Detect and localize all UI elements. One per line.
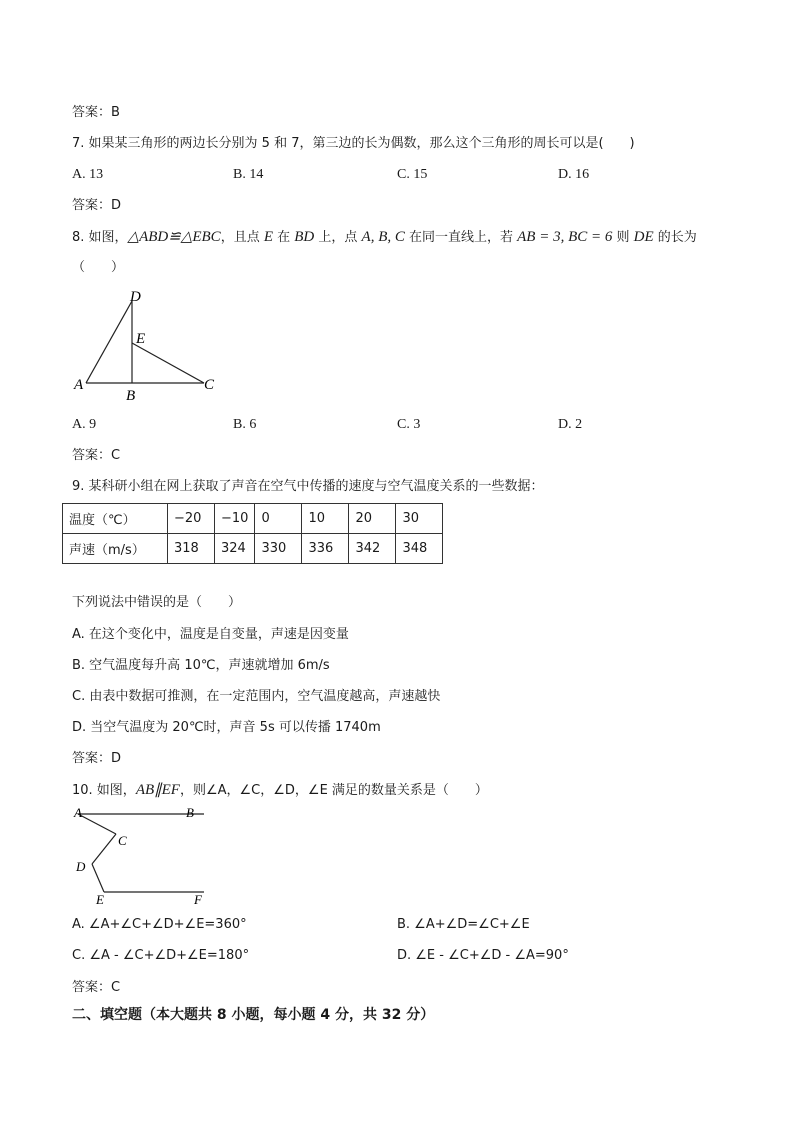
q8-text-2: 在 bbox=[273, 230, 295, 245]
q10-option-c: C. ∠A - ∠C+∠D+∠E=180° bbox=[72, 948, 250, 963]
q8-segment-bd: BD bbox=[294, 229, 315, 245]
table-cell: 0 bbox=[255, 504, 302, 534]
table-cell: −20 bbox=[168, 504, 215, 534]
q10-stem-pre: 10. 如图， bbox=[72, 783, 136, 798]
q8-label-c: C bbox=[204, 377, 215, 393]
q8-option-b: B. 6 bbox=[233, 417, 257, 432]
q8-label-b: B bbox=[126, 388, 136, 404]
answer-q10: 答案：C bbox=[72, 980, 121, 995]
q10-parallel: AB∥EF bbox=[135, 782, 180, 798]
q8-option-c: C. 3 bbox=[397, 417, 421, 432]
q8-text-6: 的长为 bbox=[653, 230, 697, 245]
q8-label-a: A bbox=[74, 377, 84, 393]
table-cell: 10 bbox=[302, 504, 349, 534]
q10-parallel-figure bbox=[70, 804, 220, 908]
q8-given: AB = 3, BC = 6 bbox=[517, 229, 613, 245]
q8-label-e: E bbox=[136, 331, 146, 347]
answer-q8: 答案：C bbox=[72, 448, 121, 463]
table-cell: 342 bbox=[349, 534, 396, 564]
q8-text-5: 则 bbox=[612, 230, 634, 245]
table-cell: 330 bbox=[255, 534, 302, 564]
table-row bbox=[63, 534, 443, 564]
question-9-stem: 9. 某科研小组在网上获取了声音在空气中传播的速度与空气温度关系的一些数据： bbox=[72, 479, 544, 494]
table-cell: 20 bbox=[349, 504, 396, 534]
q8-stem-pre: 8. 如图， bbox=[72, 230, 128, 245]
q10-label-a: A bbox=[74, 805, 82, 820]
table-cell: 318 bbox=[168, 534, 215, 564]
q9-option-c: C. 由表中数据可推测，在一定范围内，空气温度越高，声速越快 bbox=[72, 689, 441, 704]
answer-q9: 答案：D bbox=[72, 751, 122, 766]
answer-q6: 答案：B bbox=[72, 105, 120, 120]
q8-text-1: ，且点 bbox=[220, 230, 264, 245]
q8-option-d: D. 2 bbox=[558, 417, 583, 432]
q9-option-b: B. 空气温度每升高 10℃，声速就增加 6m/s bbox=[72, 658, 330, 673]
q8-congruence: △ABD≌△EBC bbox=[127, 229, 221, 245]
table-cell: 324 bbox=[215, 534, 255, 564]
table-cell: 30 bbox=[396, 504, 443, 534]
q10-stem-post: ，则∠A，∠C，∠D，∠E 满足的数量关系是（ ） bbox=[179, 783, 488, 798]
table-cell: 温度（℃） bbox=[63, 504, 168, 534]
q10-option-d: D. ∠E - ∠C+∠D - ∠A=90° bbox=[397, 948, 569, 963]
table-cell: 336 bbox=[302, 534, 349, 564]
q9-option-a: A. 在这个变化中，温度是自变量，声速是因变量 bbox=[72, 627, 349, 642]
q7-option-a: A. 13 bbox=[72, 167, 104, 182]
q8-target: DE bbox=[633, 229, 654, 245]
table-cell: −10 bbox=[215, 504, 255, 534]
q9-option-d: D. 当空气温度为 20℃时，声音 5s 可以传播 1740m bbox=[72, 720, 381, 735]
q8-label-d: D bbox=[130, 289, 141, 305]
question-8-stem bbox=[72, 228, 697, 247]
answer-q7: 答案：D bbox=[72, 198, 122, 213]
q8-point-e: E bbox=[263, 229, 273, 245]
q10-label-e: E bbox=[96, 892, 104, 907]
q10-label-c: C bbox=[118, 833, 127, 848]
q7-option-d: D. 16 bbox=[558, 167, 590, 182]
table-row bbox=[63, 504, 443, 534]
q10-label-f: F bbox=[194, 892, 202, 907]
q8-option-a: A. 9 bbox=[72, 417, 97, 432]
q8-paren: （ ） bbox=[72, 260, 125, 275]
question-7-stem: 7. 如果某三角形的两边长分别为 5 和 7，第三边的长为偶数，那么这个三角形的周长可以是( ) bbox=[72, 136, 635, 151]
question-10-stem bbox=[72, 781, 488, 800]
q10-option-b: B. ∠A+∠D=∠C+∠E bbox=[397, 917, 530, 932]
q7-option-c: C. 15 bbox=[397, 167, 428, 182]
q7-option-b: B. 14 bbox=[233, 167, 264, 182]
q9-question: 下列说法中错误的是（ ） bbox=[72, 595, 242, 610]
q8-triangle-figure bbox=[70, 285, 230, 405]
section-2-heading: 二、填空题（本大题共 8 小题，每小题 4 分，共 32 分） bbox=[72, 1007, 435, 1023]
q9-data-table bbox=[62, 503, 443, 564]
q10-label-d: D bbox=[76, 859, 86, 874]
table-cell: 声速（m/s） bbox=[63, 534, 168, 564]
q10-option-a: A. ∠A+∠C+∠D+∠E=360° bbox=[72, 917, 247, 932]
q8-text-3: 上，点 bbox=[314, 230, 362, 245]
table-cell: 348 bbox=[396, 534, 443, 564]
q8-points-abc: A, B, C bbox=[361, 229, 405, 245]
q10-label-b: B bbox=[186, 805, 194, 820]
q8-text-4: 在同一直线上，若 bbox=[404, 230, 518, 245]
